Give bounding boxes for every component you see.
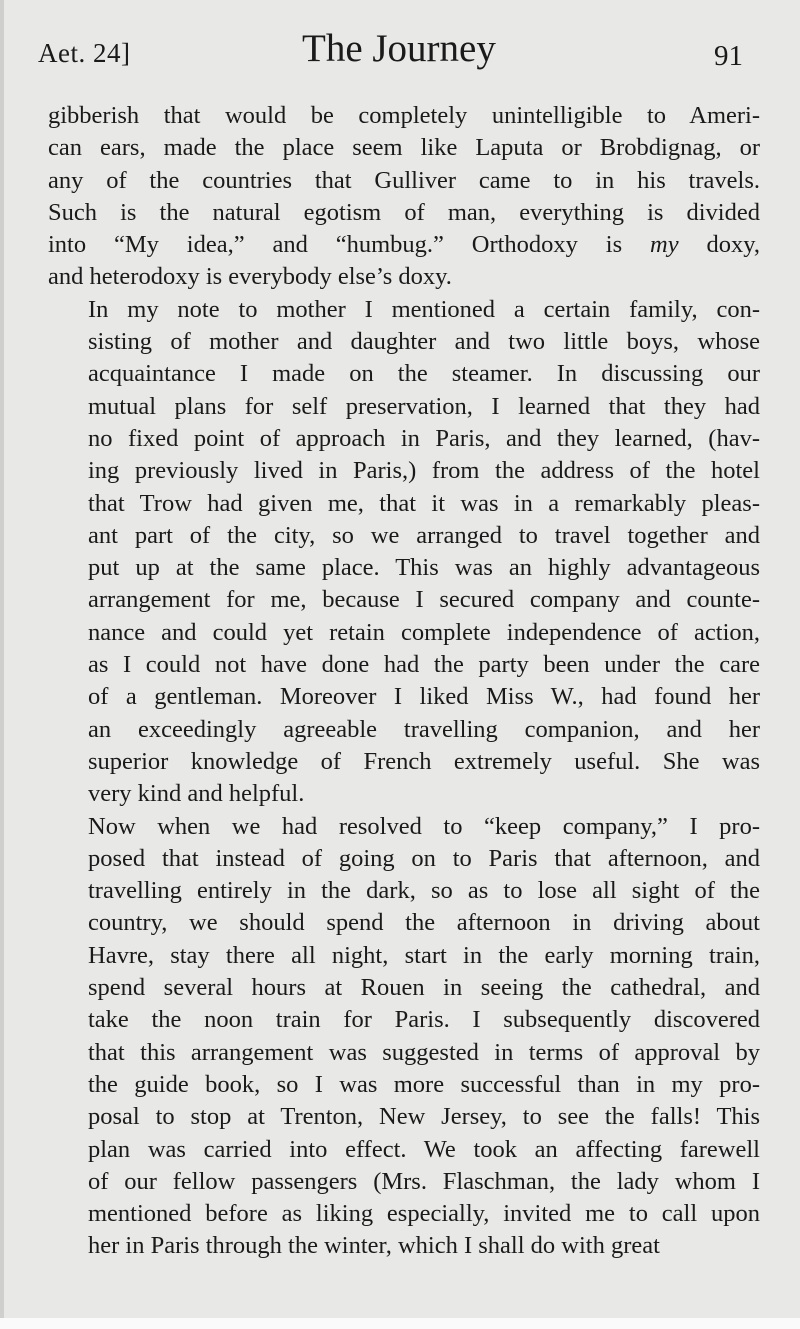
text-line: her in Paris through the winter, which I shall do with great (88, 1232, 660, 1260)
running-title: The Journey (302, 27, 496, 70)
text-line: mentioned before as liking especially, invited me to call upon (88, 1200, 760, 1228)
text-line: as I could not have done had the party been under the care (88, 651, 760, 679)
page-number: 91 (714, 40, 743, 72)
text-line: posed that instead of going on to Paris that afternoon, and (88, 844, 760, 872)
text-line: In my note to mother I mentioned a certain family, con- (88, 295, 760, 323)
text-line: posal to stop at Trenton, New Jersey, to see the falls! This (88, 1103, 760, 1131)
paragraph (48, 100, 760, 294)
text-line: nance and could yet retain complete independence of action, (88, 618, 760, 646)
text-line: gibberish that would be completely unintelligible to Ameri- (48, 102, 760, 129)
text-line: very kind and helpful. (88, 780, 305, 808)
text-line: superior knowledge of French extremely useful. She was (88, 747, 760, 775)
page-left-shadow (0, 0, 4, 1329)
text-line: Now when we had resolved to “keep company,” I pro- (88, 812, 760, 840)
text-line: an exceedingly agreeable travelling companion, and her (88, 715, 760, 743)
text-line: no fixed point of approach in Paris, and they learned, (hav- (88, 424, 760, 452)
text-line: and heterodoxy is everybody else’s doxy. (48, 263, 452, 291)
emphasis: my (650, 231, 679, 259)
paragraph (48, 811, 760, 1263)
page-bottom-edge (0, 1318, 800, 1329)
text-line: that Trow had given me, that it was in a remarkably pleas- (88, 489, 760, 517)
text-line: country, we should spend the afternoon in driving about (88, 909, 760, 937)
text-line: that this arrangement was suggested in terms of approval by (88, 1038, 760, 1066)
text-line: ing previously lived in Paris,) from the address of the hotel (88, 457, 760, 485)
text-line: mutual plans for self preservation, I learned that they had (88, 392, 760, 420)
text-line: put up at the same place. This was an highly advantageous (88, 554, 760, 582)
text-line: can ears, made the place seem like Laputa or Brobdignag, or (48, 134, 760, 162)
text-line: travelling entirely in the dark, so as to lose all sight of the (88, 877, 760, 905)
text-line: of a gentleman. Moreover I liked Miss W., had found her (88, 683, 760, 711)
text-line: ant part of the city, so we arranged to travel together and (88, 521, 760, 549)
text-line: arrangement for me, because I secured company and counte- (88, 586, 760, 614)
text-line: the guide book, so I was more successful than in my pro- (88, 1070, 760, 1098)
text-line: acquaintance I made on the steamer. In discussing our (88, 360, 760, 388)
text-line: of our fellow passengers (Mrs. Flaschman, the lady whom I (88, 1167, 760, 1195)
text-line: take the noon train for Paris. I subsequently discovered (88, 1006, 760, 1034)
text-line: into “My idea,” and “humbug.” Orthodoxy is my doxy, (48, 231, 760, 259)
paragraph (48, 294, 760, 811)
text-line: any of the countries that Gulliver came to in his travels. (48, 166, 760, 194)
body-text (48, 100, 760, 1263)
text-line: plan was carried into effect. We took an affecting farewell (88, 1135, 760, 1163)
running-head-age: Aet. 24] (38, 38, 131, 68)
page-header (0, 0, 800, 100)
text-line: Havre, stay there all night, start in the early morning train, (88, 941, 760, 969)
text-line: Such is the natural egotism of man, everything is divided (48, 198, 760, 226)
text-line: spend several hours at Rouen in seeing the cathedral, and (88, 974, 760, 1002)
text-line: sisting of mother and daughter and two little boys, whose (88, 328, 760, 356)
